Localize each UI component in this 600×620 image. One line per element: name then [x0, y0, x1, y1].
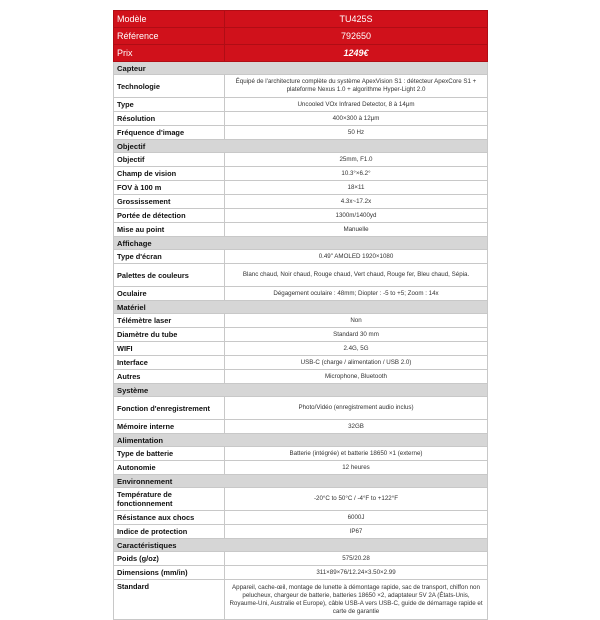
section-header-environnement [114, 475, 488, 488]
spec-label: Type de batterie [114, 447, 225, 461]
spec-row-technologie [114, 75, 488, 98]
spec-value: Non [225, 314, 488, 328]
section-header-caracteristiques [114, 539, 488, 552]
spec-label: Mémoire interne [114, 420, 225, 434]
spec-label: Objectif [114, 153, 225, 167]
spec-label: Type d'écran [114, 250, 225, 264]
spec-row-frequence [114, 126, 488, 140]
spec-label: Oculaire [114, 287, 225, 301]
section-header-objectif [114, 140, 488, 153]
spec-label: Portée de détection [114, 209, 225, 223]
spec-row-type [114, 98, 488, 112]
spec-row-fov [114, 181, 488, 195]
spec-row-enregistrement [114, 397, 488, 420]
spec-value: Photo/Vidéo (enregistrement audio inclus) [225, 397, 488, 420]
spec-value: IP67 [225, 525, 488, 539]
spec-table [113, 10, 488, 620]
spec-row-type-ecran [114, 250, 488, 264]
model-value: TU425S [225, 11, 488, 28]
spec-value: Uncooled VOx Infrared Detector, 8 à 14μm [225, 98, 488, 112]
spec-row-palettes [114, 264, 488, 287]
spec-row-interface [114, 356, 488, 370]
spec-label: Diamètre du tube [114, 328, 225, 342]
spec-value: 1300m/1400yd [225, 209, 488, 223]
spec-label: WIFI [114, 342, 225, 356]
spec-label: Type [114, 98, 225, 112]
reference-value: 792650 [225, 28, 488, 45]
spec-label: Interface [114, 356, 225, 370]
spec-row-batterie [114, 447, 488, 461]
spec-label: Dimensions (mm/in) [114, 566, 225, 580]
spec-row-autonomie [114, 461, 488, 475]
spec-value: Manuelle [225, 223, 488, 237]
model-row [114, 11, 488, 28]
spec-row-chocs [114, 511, 488, 525]
spec-value: 2.4G, 5G [225, 342, 488, 356]
spec-label: Température de fonctionnement [114, 488, 225, 511]
spec-label: Standard [114, 580, 225, 620]
spec-row-grossissement [114, 195, 488, 209]
section-header-systeme [114, 384, 488, 397]
spec-value: Batterie (intégrée) et batterie 18650 ×1 (externe) [225, 447, 488, 461]
section-title: Objectif [114, 140, 488, 153]
spec-label: Fonction d'enregistrement [114, 397, 225, 420]
spec-row-temperature [114, 488, 488, 511]
price-row [114, 45, 488, 62]
section-title: Capteur [114, 62, 488, 75]
spec-label: Résolution [114, 112, 225, 126]
spec-label: Résistance aux chocs [114, 511, 225, 525]
spec-value: Microphone, Bluetooth [225, 370, 488, 384]
price-value: 1249€ [225, 45, 488, 62]
section-title: Caractéristiques [114, 539, 488, 552]
spec-label: Palettes de couleurs [114, 264, 225, 287]
spec-value: 311×89×76/12.24×3.50×2.99 [225, 566, 488, 580]
spec-row-autres [114, 370, 488, 384]
spec-value: Standard 30 mm [225, 328, 488, 342]
spec-label: Fréquence d'image [114, 126, 225, 140]
section-header-affichage [114, 237, 488, 250]
spec-label: Poids (g/oz) [114, 552, 225, 566]
spec-row-diametre [114, 328, 488, 342]
spec-value: 12 heures [225, 461, 488, 475]
spec-value: 6000J [225, 511, 488, 525]
spec-row-champ-de-vision [114, 167, 488, 181]
spec-row-resolution [114, 112, 488, 126]
spec-value: Équipé de l'architecture complète du système ApexVision S1 : détecteur ApexCore S1 + plateforme Nexus 1.0 + algorithme Hyper-Light 2.0 [225, 75, 488, 98]
spec-label: Autonomie [114, 461, 225, 475]
spec-value: Appareil, cache-œil, montage de lunette à démontage rapide, sac de transport, chiffon non pelucheux, chargeur de batterie, batteries 18650 ×2, adaptateur 5V 2A (États-Unis, Royaume-Uni, Australie et Europe), câble USB-A vers USB-C, guide de démarrage rapide et carte de garantie [225, 580, 488, 620]
spec-row-telemetre [114, 314, 488, 328]
spec-value: 0.49" AMOLED 1920×1080 [225, 250, 488, 264]
spec-row-protection [114, 525, 488, 539]
spec-value: 32GB [225, 420, 488, 434]
price-label: Prix [114, 45, 225, 62]
spec-row-objectif [114, 153, 488, 167]
section-title: Alimentation [114, 434, 488, 447]
spec-sheet [113, 10, 487, 620]
reference-label: Référence [114, 28, 225, 45]
reference-row [114, 28, 488, 45]
section-title: Environnement [114, 475, 488, 488]
spec-value: 25mm, F1.0 [225, 153, 488, 167]
section-title: Système [114, 384, 488, 397]
spec-label: Télémètre laser [114, 314, 225, 328]
spec-label: Grossissement [114, 195, 225, 209]
spec-value: 575/20.28 [225, 552, 488, 566]
spec-value: 18×11 [225, 181, 488, 195]
spec-value: -20°C to 50°C / -4°F to +122°F [225, 488, 488, 511]
model-label: Modèle [114, 11, 225, 28]
section-header-materiel [114, 301, 488, 314]
section-title: Matériel [114, 301, 488, 314]
spec-row-oculaire [114, 287, 488, 301]
section-title: Affichage [114, 237, 488, 250]
spec-row-dimensions [114, 566, 488, 580]
spec-label: Technologie [114, 75, 225, 98]
spec-value: 50 Hz [225, 126, 488, 140]
spec-label: Autres [114, 370, 225, 384]
spec-value: 10.3°×6.2° [225, 167, 488, 181]
spec-value: 4.3x~17.2x [225, 195, 488, 209]
spec-value: Blanc chaud, Noir chaud, Rouge chaud, Vert chaud, Rouge fer, Bleu chaud, Sépia. [225, 264, 488, 287]
spec-label: Indice de protection [114, 525, 225, 539]
section-header-alimentation [114, 434, 488, 447]
spec-row-mise-au-point [114, 223, 488, 237]
spec-row-wifi [114, 342, 488, 356]
spec-label: FOV à 100 m [114, 181, 225, 195]
spec-value: 400×300 à 12μm [225, 112, 488, 126]
spec-row-portee [114, 209, 488, 223]
spec-value: Dégagement oculaire : 48mm; Diopter : -5 to +5; Zoom : 14x [225, 287, 488, 301]
spec-label: Mise au point [114, 223, 225, 237]
spec-row-memoire [114, 420, 488, 434]
spec-row-poids [114, 552, 488, 566]
spec-value: USB-C (charge / alimentation / USB 2.0) [225, 356, 488, 370]
section-header-capteur [114, 62, 488, 75]
spec-label: Champ de vision [114, 167, 225, 181]
